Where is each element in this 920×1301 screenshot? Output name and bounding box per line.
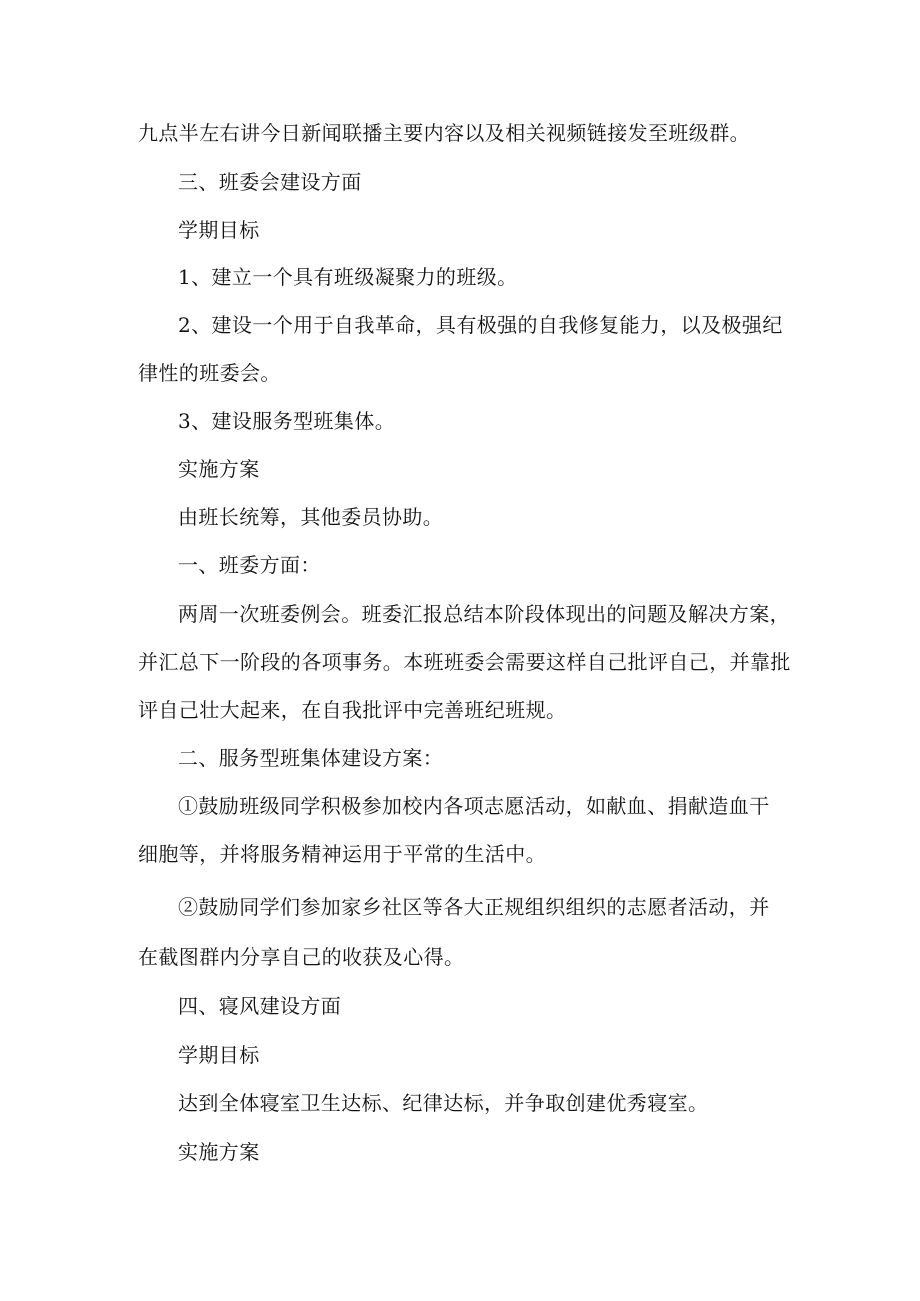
subheading-semester-goals: 学期目标 bbox=[178, 218, 260, 242]
goal-item-2-continuation: 律性的班委会。 bbox=[138, 361, 281, 385]
subheading-implementation-plan: 实施方案 bbox=[178, 1140, 260, 1164]
subheading-committee-aspect: 一、班委方面： bbox=[178, 553, 321, 577]
section-heading-dorm: 四、寝风建设方面 bbox=[178, 994, 342, 1018]
goal-item-1: 1、建立一个具有班级凝聚力的班级。 bbox=[178, 265, 518, 289]
subheading-semester-goals: 学期目标 bbox=[178, 1043, 260, 1067]
paragraph-line: 由班长统筹，其他委员协助。 bbox=[178, 505, 444, 529]
subheading-service-class-plan: 二、服务型班集体建设方案： bbox=[178, 746, 444, 770]
paragraph-line: 达到全体寝室卫生达标、纪律达标，并争取创建优秀寝室。 bbox=[178, 1091, 709, 1115]
paragraph-line: 九点半左右讲今日新闻联播主要内容以及相关视频链接发至班级群。 bbox=[138, 121, 750, 145]
paragraph-line: 两周一次班委例会。班委汇报总结本阶段体现出的问题及解决方案， bbox=[178, 602, 790, 626]
paragraph-line: 并汇总下一阶段的各项事务。本班班委会需要这样自己批评自己，并靠批 bbox=[138, 650, 791, 674]
paragraph-line: 评自己壮大起来，在自我批评中完善班纪班规。 bbox=[138, 698, 567, 722]
subheading-implementation-plan: 实施方案 bbox=[178, 457, 260, 481]
list-item-circled-2: ②鼓励同学们参加家乡社区等各大正规组织组织的志愿者活动，并 bbox=[178, 895, 770, 919]
list-item-circled-2-continuation: 在截图群内分享自己的收获及心得。 bbox=[138, 945, 465, 969]
list-item-circled-1: ①鼓励班级同学积极参加校内各项志愿活动，如献血、捐献造血干 bbox=[178, 794, 770, 818]
section-heading-class-committee: 三、班委会建设方面 bbox=[178, 170, 362, 194]
goal-item-2: 2、建设一个用于自我革命，具有极强的自我修复能力，以及极强纪 bbox=[178, 313, 783, 337]
list-item-circled-1-continuation: 细胞等，并将服务精神运用于平常的生活中。 bbox=[138, 842, 546, 866]
goal-item-3: 3、建设服务型班集体。 bbox=[178, 409, 396, 433]
